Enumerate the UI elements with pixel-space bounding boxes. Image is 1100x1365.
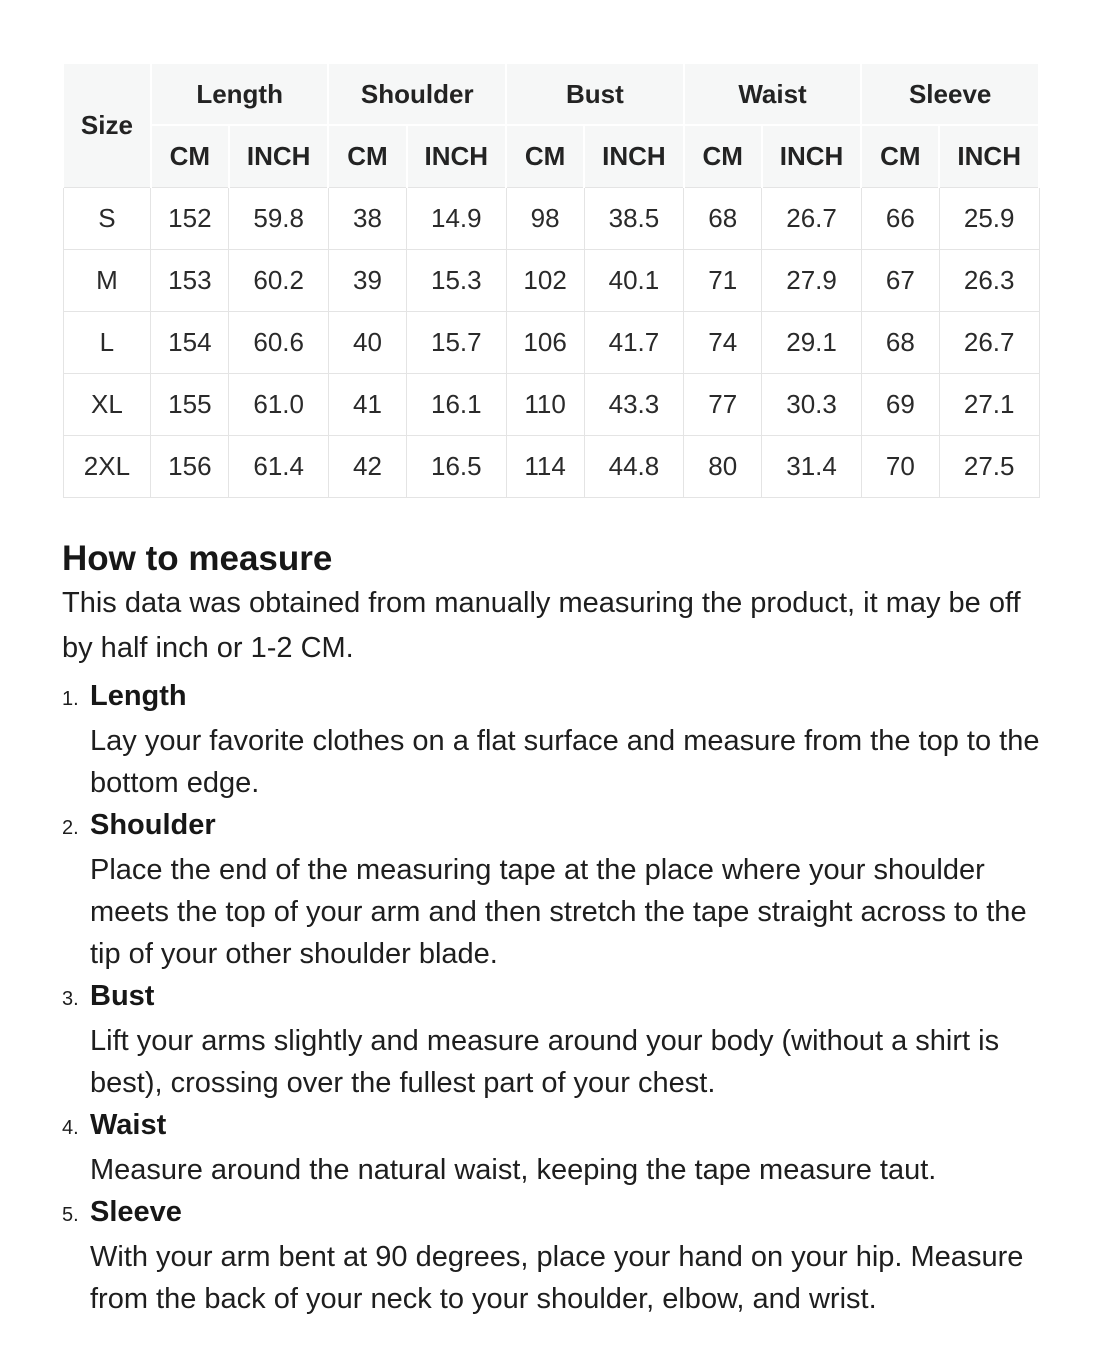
size-chart-table	[62, 62, 1040, 498]
value-cell: 26.7	[939, 311, 1039, 373]
step-term: Length	[90, 679, 187, 712]
step-term: Sleeve	[90, 1195, 182, 1228]
step-head	[62, 1104, 1040, 1149]
value-cell: 15.3	[407, 249, 507, 311]
unit-header-cm: CM	[506, 125, 584, 187]
value-cell: 44.8	[584, 435, 684, 497]
size-cell: S	[63, 187, 151, 249]
value-cell: 69	[861, 373, 939, 435]
value-cell: 71	[684, 249, 762, 311]
value-cell: 156	[151, 435, 229, 497]
value-cell: 15.7	[407, 311, 507, 373]
value-cell: 26.3	[939, 249, 1039, 311]
value-cell: 110	[506, 373, 584, 435]
value-cell: 59.8	[229, 187, 329, 249]
value-cell: 66	[861, 187, 939, 249]
value-cell: 60.2	[229, 249, 329, 311]
size-chart-header	[63, 63, 1039, 187]
measure-step	[62, 1104, 1040, 1191]
size-row	[63, 311, 1039, 373]
size-cell: M	[63, 249, 151, 311]
step-head	[62, 804, 1040, 849]
step-term: Shoulder	[90, 808, 216, 841]
value-cell: 40	[328, 311, 406, 373]
value-cell: 68	[684, 187, 762, 249]
value-cell: 153	[151, 249, 229, 311]
measure-step	[62, 975, 1040, 1104]
value-cell: 98	[506, 187, 584, 249]
value-cell: 155	[151, 373, 229, 435]
value-cell: 42	[328, 435, 406, 497]
group-header-sleeve: Sleeve	[861, 63, 1039, 125]
group-header-bust: Bust	[506, 63, 684, 125]
step-number: 1.	[62, 687, 79, 710]
value-cell: 16.1	[407, 373, 507, 435]
size-cell: 2XL	[63, 435, 151, 497]
value-cell: 39	[328, 249, 406, 311]
size-row	[63, 435, 1039, 497]
step-description: Lay your favorite clothes on a flat surface and measure from the top to the bottom edge.	[90, 724, 1040, 799]
value-cell: 27.9	[762, 249, 862, 311]
size-row	[63, 187, 1039, 249]
value-cell: 80	[684, 435, 762, 497]
unit-header-inch: INCH	[407, 125, 507, 187]
value-cell: 31.4	[762, 435, 862, 497]
size-cell: L	[63, 311, 151, 373]
value-cell: 61.4	[229, 435, 329, 497]
how-to-measure-section	[62, 536, 1040, 1320]
step-description: Measure around the natural waist, keeping the tape measure taut.	[90, 1153, 937, 1186]
value-cell: 41	[328, 373, 406, 435]
value-cell: 27.5	[939, 435, 1039, 497]
value-cell: 38.5	[584, 187, 684, 249]
value-cell: 61.0	[229, 373, 329, 435]
unit-header-inch: INCH	[939, 125, 1039, 187]
value-cell: 70	[861, 435, 939, 497]
value-cell: 154	[151, 311, 229, 373]
value-cell: 30.3	[762, 373, 862, 435]
unit-header-inch: INCH	[762, 125, 862, 187]
step-number: 3.	[62, 987, 79, 1010]
measure-steps-list	[62, 675, 1040, 1320]
size-row	[63, 373, 1039, 435]
group-header-shoulder: Shoulder	[328, 63, 506, 125]
step-description: Place the end of the measuring tape at the place where your shoulder meets the top of your arm and then stretch the tape straight across to the tip of your other shoulder blade.	[90, 853, 1027, 970]
value-cell: 60.6	[229, 311, 329, 373]
value-cell: 106	[506, 311, 584, 373]
step-head	[62, 975, 1040, 1020]
value-cell: 14.9	[407, 187, 507, 249]
value-cell: 38	[328, 187, 406, 249]
value-cell: 25.9	[939, 187, 1039, 249]
group-header-length: Length	[151, 63, 329, 125]
size-row	[63, 249, 1039, 311]
value-cell: 29.1	[762, 311, 862, 373]
unit-header-cm: CM	[684, 125, 762, 187]
unit-header-cm: CM	[328, 125, 406, 187]
value-cell: 67	[861, 249, 939, 311]
step-description: Lift your arms slightly and measure around your body (without a shirt is best), crossing over the fullest part of your chest.	[90, 1024, 1000, 1099]
unit-header-cm: CM	[151, 125, 229, 187]
value-cell: 26.7	[762, 187, 862, 249]
size-cell: XL	[63, 373, 151, 435]
value-cell: 152	[151, 187, 229, 249]
measure-step	[62, 804, 1040, 975]
measure-step	[62, 1191, 1040, 1320]
group-header-waist: Waist	[684, 63, 862, 125]
unit-header-inch: INCH	[584, 125, 684, 187]
value-cell: 27.1	[939, 373, 1039, 435]
measure-step	[62, 675, 1040, 804]
size-column-header: Size	[63, 63, 151, 187]
step-head	[62, 675, 1040, 720]
value-cell: 102	[506, 249, 584, 311]
step-term: Bust	[90, 979, 155, 1012]
value-cell: 16.5	[407, 435, 507, 497]
step-number: 2.	[62, 816, 79, 839]
unit-header-cm: CM	[861, 125, 939, 187]
value-cell: 40.1	[584, 249, 684, 311]
how-to-measure-intro: This data was obtained from manually measuring the product, it may be off by half inch or 1-2 CM.	[62, 586, 1021, 664]
step-number: 4.	[62, 1116, 79, 1139]
value-cell: 41.7	[584, 311, 684, 373]
value-cell: 68	[861, 311, 939, 373]
size-chart-body	[63, 187, 1039, 497]
step-head	[62, 1191, 1040, 1236]
unit-header-inch: INCH	[229, 125, 329, 187]
step-description: With your arm bent at 90 degrees, place your hand on your hip. Measure from the back of your neck to your shoulder, elbow, and wrist.	[90, 1240, 1024, 1315]
step-number: 5.	[62, 1203, 79, 1226]
step-term: Waist	[90, 1108, 167, 1141]
value-cell: 43.3	[584, 373, 684, 435]
value-cell: 114	[506, 435, 584, 497]
value-cell: 77	[684, 373, 762, 435]
value-cell: 74	[684, 311, 762, 373]
how-to-measure-title: How to measure	[62, 538, 333, 578]
